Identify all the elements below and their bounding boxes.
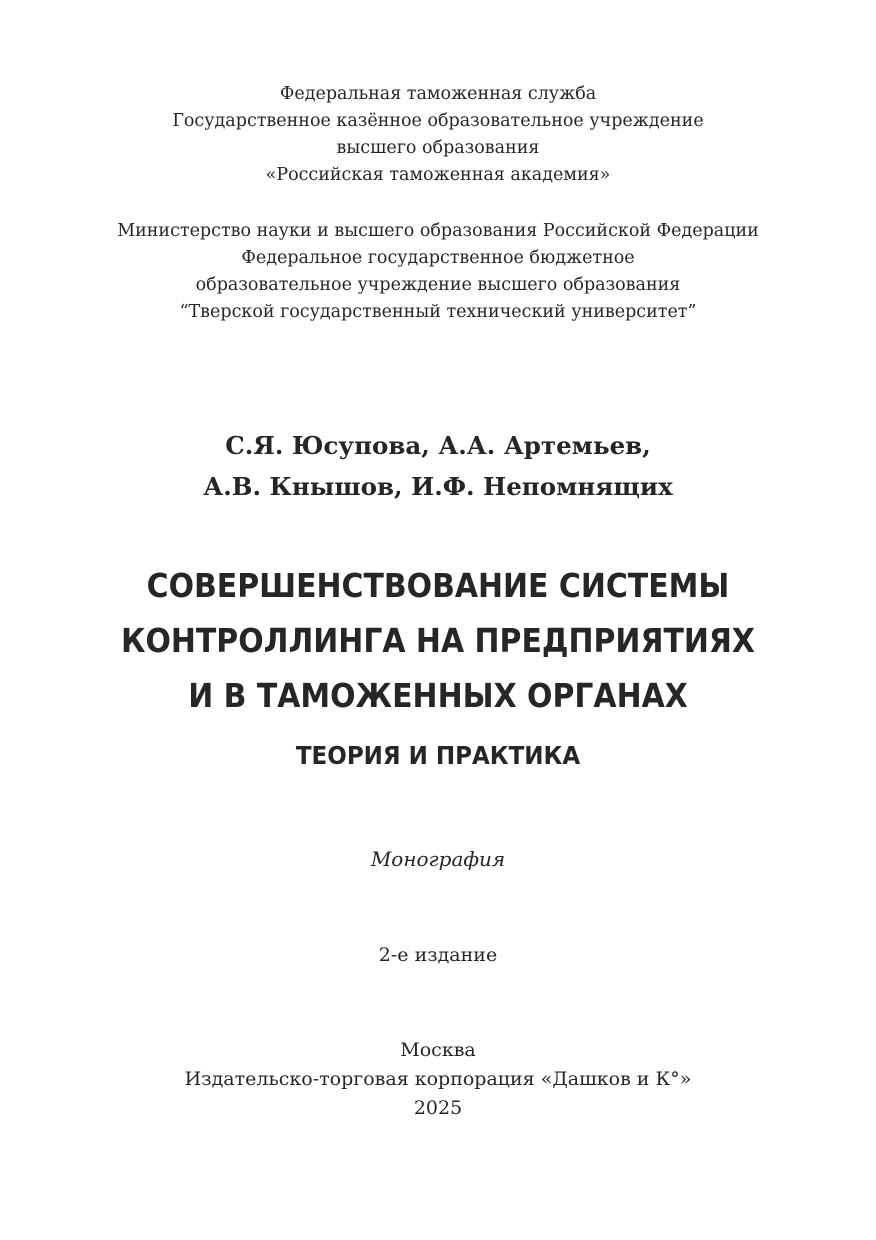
title-line: КОНТРОЛЛИНГА НА ПРЕДПРИЯТИЯХ <box>121 622 755 660</box>
imprint-year: 2025 <box>413 1097 463 1119</box>
book-title <box>35 559 841 724</box>
institution-line: Федеральная таможенная служба <box>279 84 597 104</box>
institution-line: Министерство науки и высшего образования Российской Федерации <box>117 221 759 241</box>
institution-line: высшего образования <box>336 138 540 158</box>
edition-label: 2-е издание <box>378 944 498 966</box>
imprint-block <box>0 1036 876 1123</box>
institution-block-university <box>0 218 876 326</box>
title-line: СОВЕРШЕНСТВОВАНИЕ СИСТЕМЫ <box>146 567 730 605</box>
title-line: И В ТАМОЖЕННЫХ ОРГАНАХ <box>188 677 688 715</box>
imprint-city: Москва <box>400 1039 476 1061</box>
institution-line: Государственное казённое образовательное учреждение <box>172 111 704 131</box>
authors-line: С.Я. Юсупова, А.А. Артемьев, <box>225 431 651 460</box>
institution-block-customs <box>0 81 876 189</box>
imprint-publisher: Издательско-торговая корпорация «Дашков и К°» <box>184 1068 692 1090</box>
authors-block <box>0 425 876 507</box>
book-subtitle: ТЕОРИЯ И ПРАКТИКА <box>295 741 581 770</box>
institution-line: «Российская таможенная академия» <box>265 165 611 185</box>
authors-line: А.В. Кнышов, И.Ф. Непомнящих <box>203 472 673 501</box>
genre-label: Монография <box>370 847 506 871</box>
institution-line: Федеральное государственное бюджетное <box>241 248 635 268</box>
institution-line: образовательное учреждение высшего образования <box>195 275 681 295</box>
institution-line: “Тверской государственный технический университет” <box>179 302 697 322</box>
